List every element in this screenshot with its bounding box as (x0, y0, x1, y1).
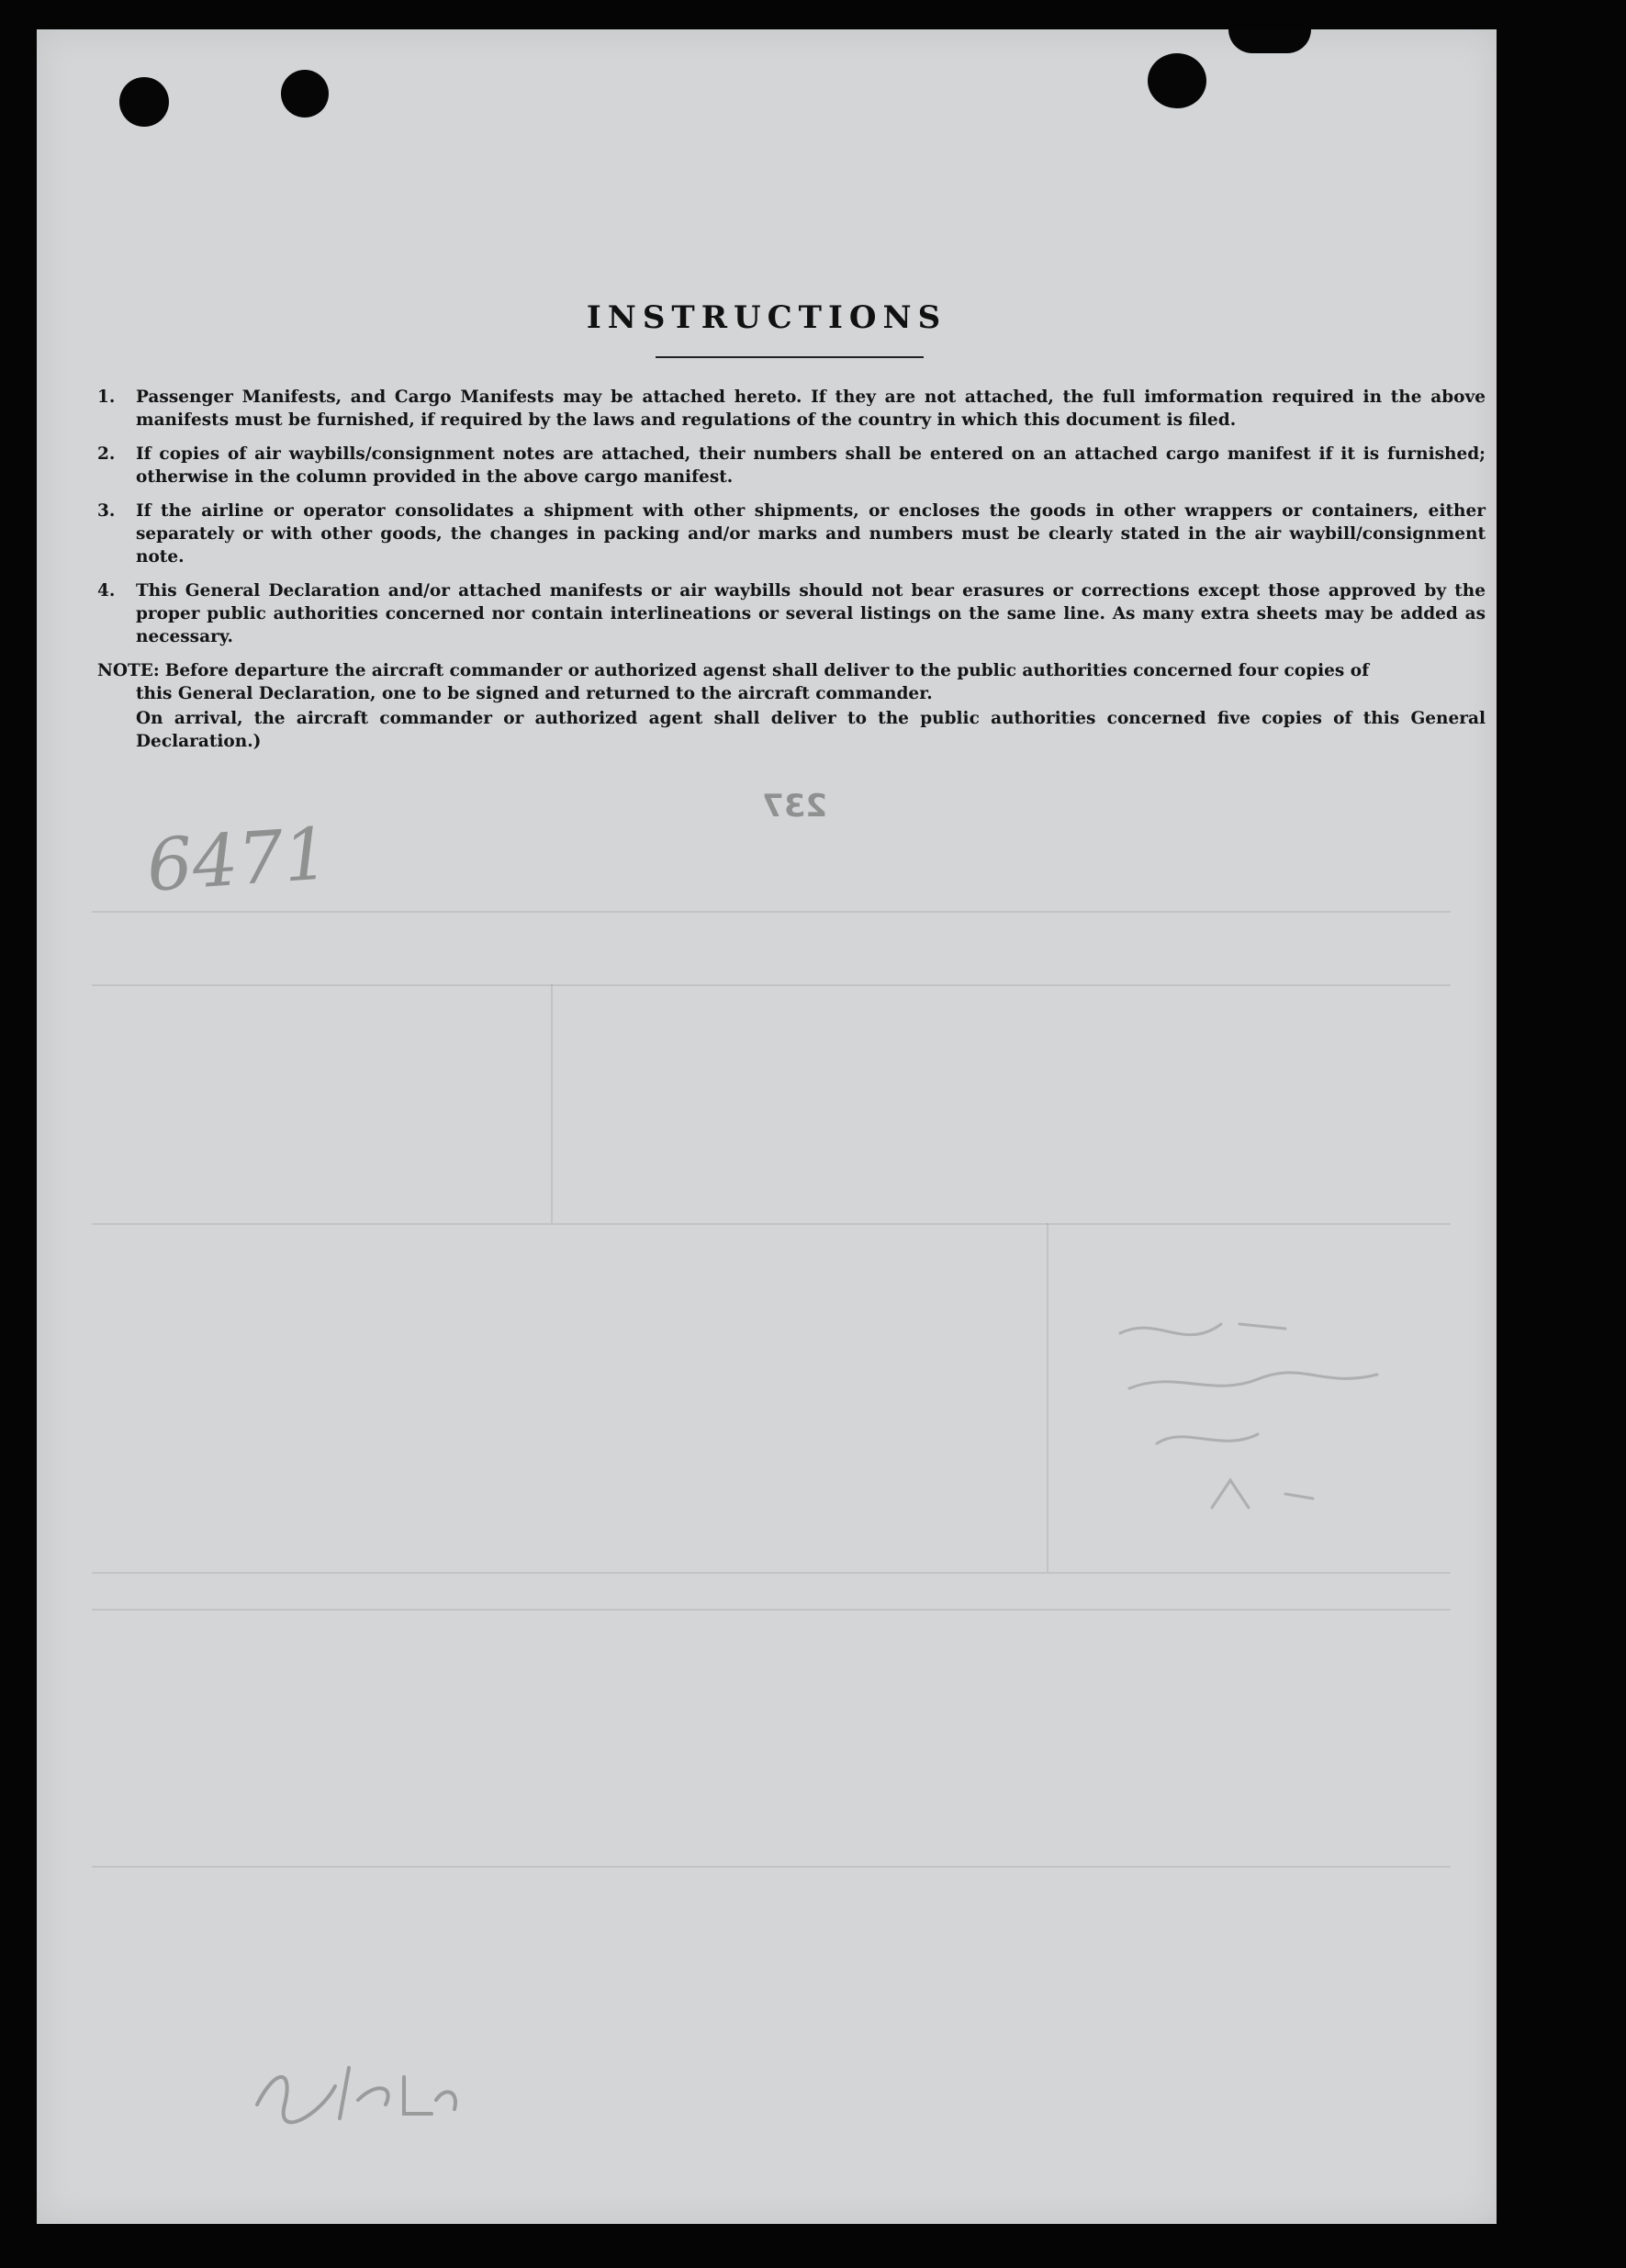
note-text-first: Before departure the aircraft commander or authorized agenst shall deliver to the public authorities concerned four copies of (164, 661, 1370, 680)
binder-hole-left (119, 77, 169, 127)
note-paragraph-1 (97, 659, 1486, 682)
note-label: NOTE: (97, 661, 160, 680)
bleed-through-line (92, 1609, 1451, 1611)
handwritten-number: 6471 (144, 813, 332, 908)
bleed-through-line (92, 911, 1451, 913)
instructions-list (97, 386, 1486, 753)
bleed-through-line (1047, 1223, 1048, 1572)
instruction-text: This General Declaration and/or attached manifests or air waybills should not bear erasures or corrections except those approved by the proper public authorities concerned nor contain interlineations or several listings on the same line. As many extra sheets may be added as necessary. (136, 581, 1486, 646)
instruction-text: If the airline or operator consolidates a shipment with other shipments, or encloses the goods in other wrappers or containers, either separately or with other goods, the changes in packing and/or marks and numbers must be clearly stated in the air waybill/consignment note. (136, 501, 1486, 567)
bleed-through-line (551, 984, 553, 1223)
signature-mark (248, 2049, 468, 2132)
bleed-through-line (92, 1223, 1451, 1225)
note-block (97, 659, 1486, 753)
instruction-item (97, 500, 1486, 568)
bleed-through-line (92, 984, 1451, 986)
note-paragraph-2: On arrival, the aircraft commander or authorized agent shall deliver to the public authorities concerned five copies of this General Declaration.) (136, 709, 1486, 751)
instruction-number: 1. (97, 387, 116, 407)
instruction-item (97, 443, 1486, 488)
document-page (37, 29, 1497, 2224)
note-paragraph-1-continued: this General Declaration, one to be signed and returned to the aircraft commander. (136, 684, 933, 703)
instruction-number: 4. (97, 581, 116, 601)
instruction-item (97, 386, 1486, 432)
stamp-number: 237 (762, 788, 827, 825)
bleed-through-line (92, 1866, 1451, 1868)
page-title: INSTRUCTIONS (586, 299, 948, 336)
instruction-text: If copies of air waybills/consignment notes are attached, their numbers shall be entered on an attached cargo manifest if it is furnished; otherwise in the column provided in the above cargo manifest. (136, 444, 1486, 487)
binder-hole-corner (1228, 29, 1311, 53)
bleed-through-line (92, 1572, 1451, 1574)
instruction-number: 3. (97, 501, 116, 521)
binder-hole-center (281, 70, 329, 118)
instruction-text: Passenger Manifests, and Cargo Manifests may be attached hereto. If they are not attached, the full imformation required in the above manifests must be furnished, if required by the laws and regulations of the country in which this document is filed. (136, 387, 1486, 430)
handwriting-marks (1102, 1297, 1414, 1535)
binder-hole-right (1148, 53, 1206, 108)
title-underline (656, 356, 924, 358)
instruction-number: 2. (97, 444, 116, 464)
instruction-item (97, 579, 1486, 648)
